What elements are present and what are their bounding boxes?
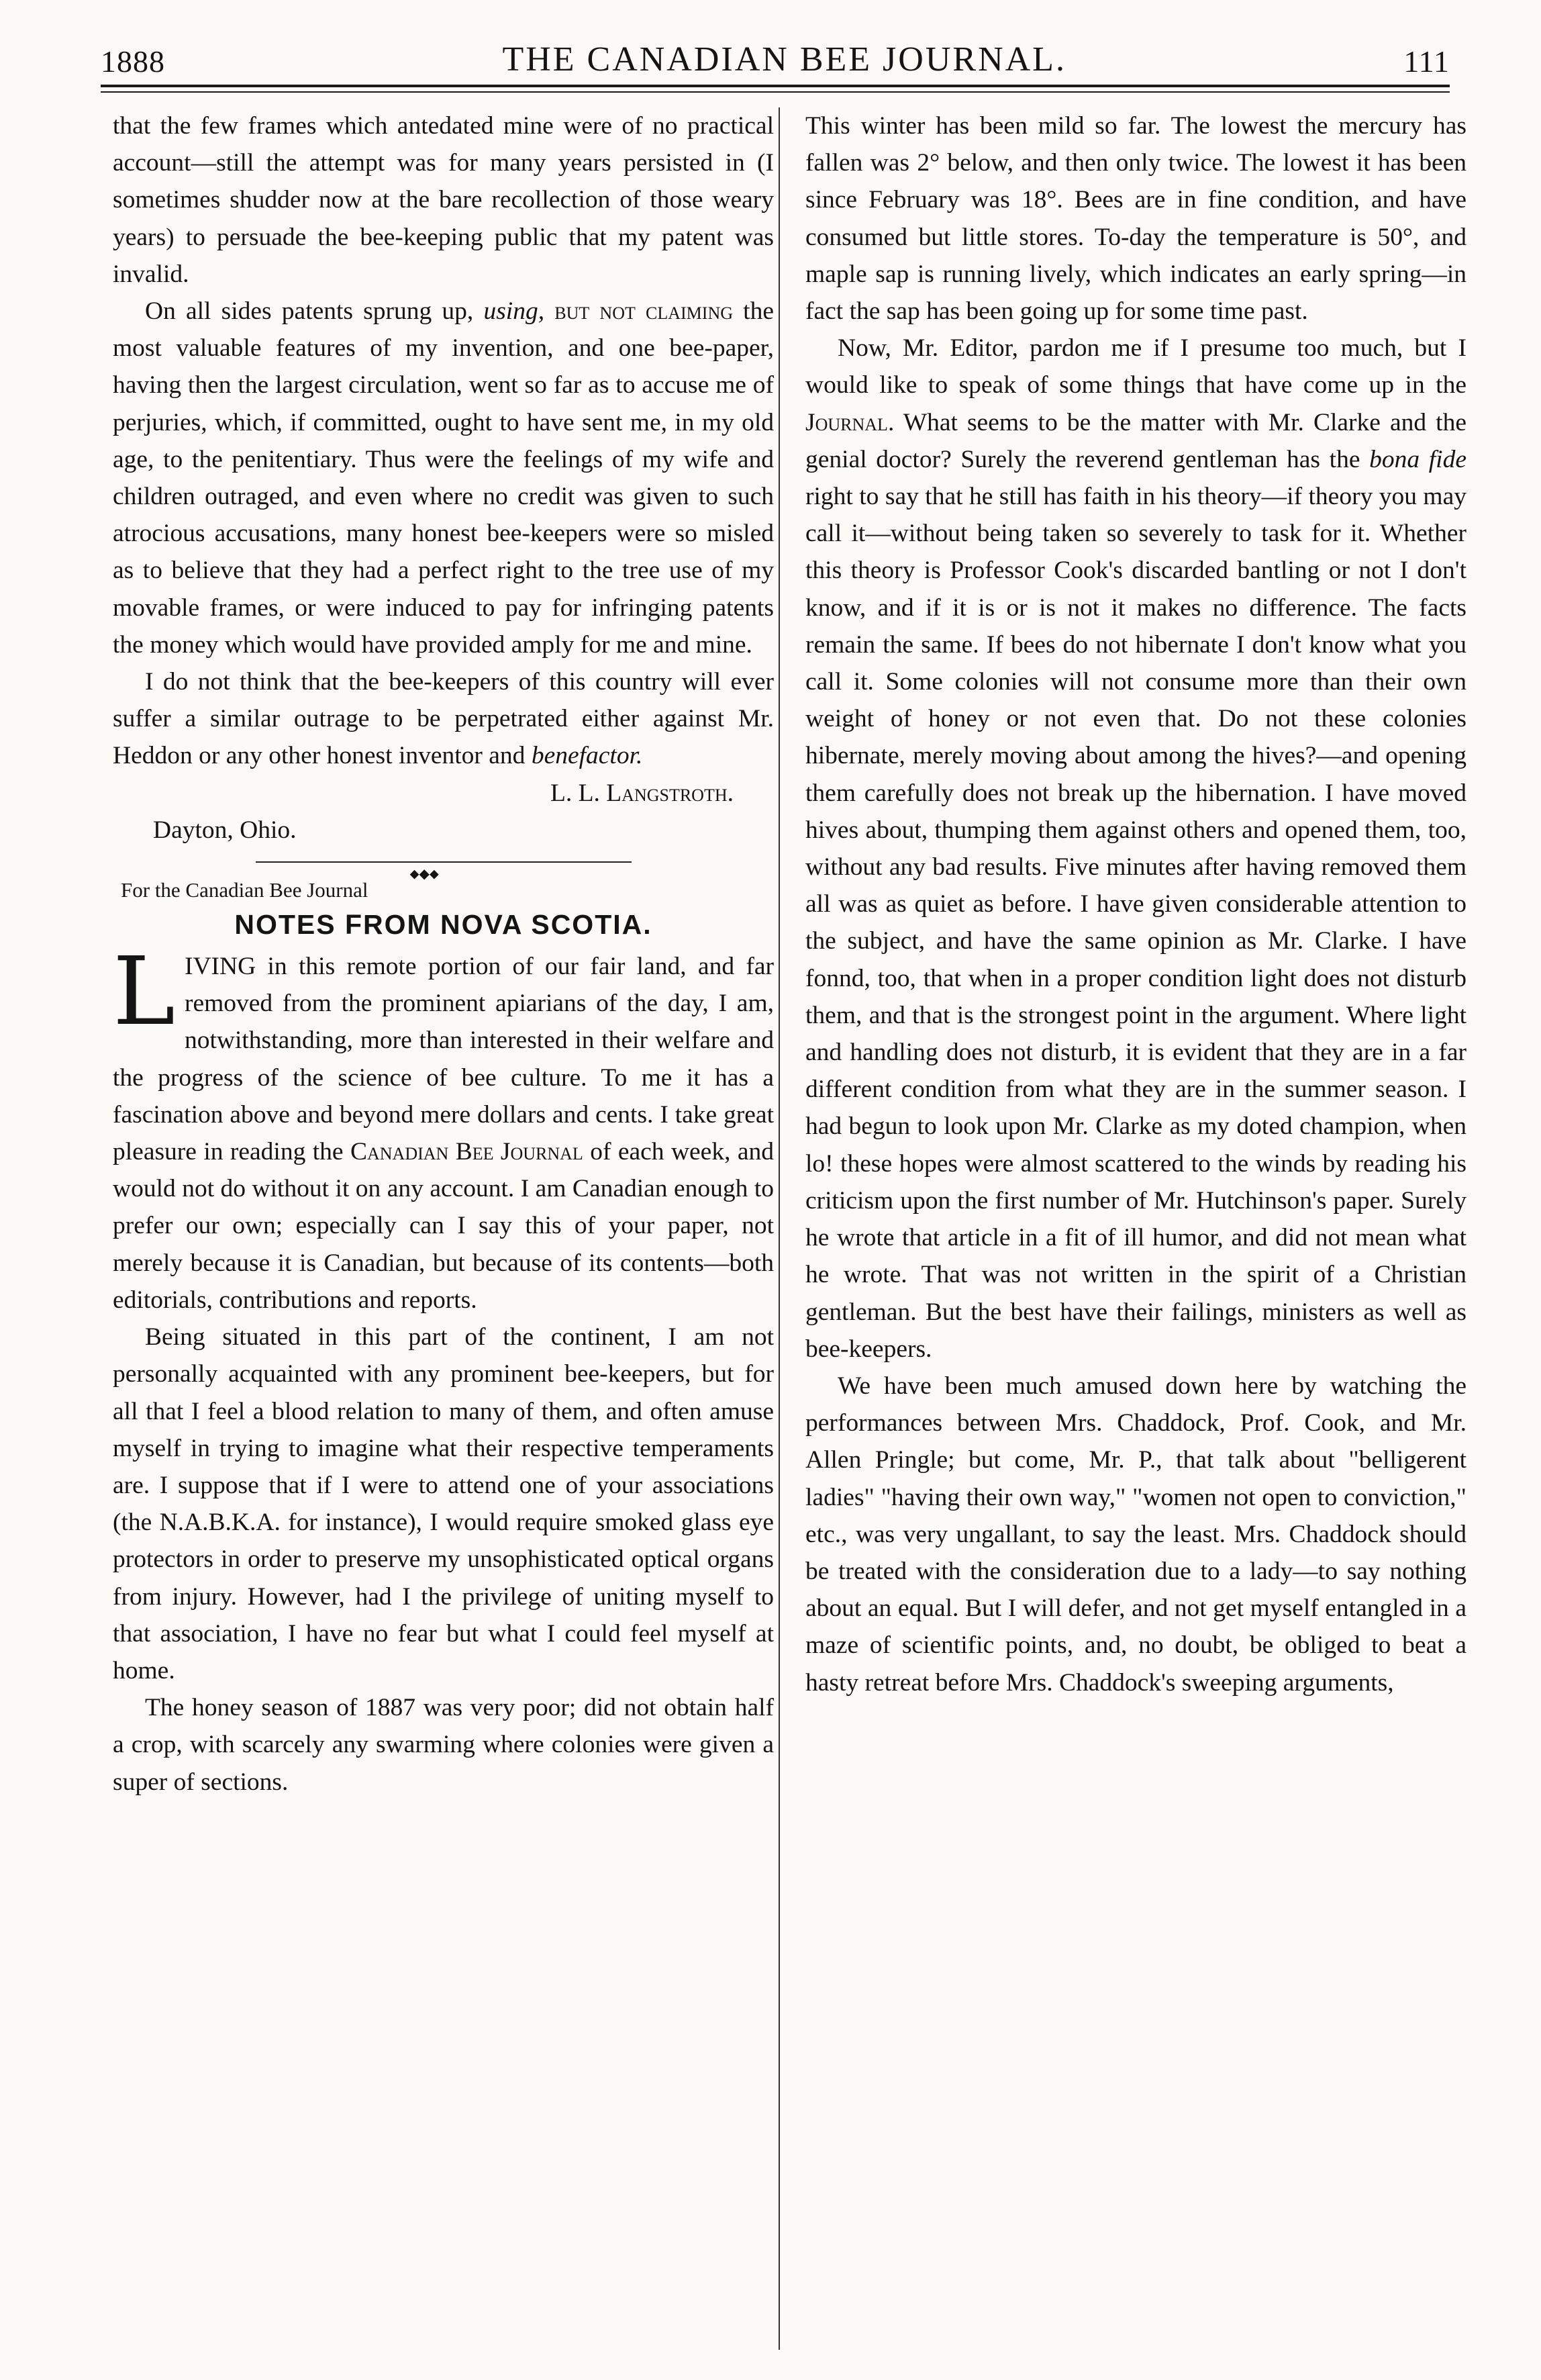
right-paragraph-1: This winter has been mild so far. The lowest the mercury has fallen was 2° below, and then only twice. The lowest it has been since February was 18°. Bees are in fine condition, and have consumed but little stores. To-day the temperature is 50°, and maple sap is running lively, which indicates an early spring—in fact the sap has been going up for some time past. <box>805 112 1467 326</box>
text-run-italic: bona fide <box>1369 445 1467 473</box>
text-run: On all sides patents sprung up, <box>145 297 484 326</box>
text-run: Now, Mr. Editor, pardon me if I presume too much, but I would like to speak of some things that have come up in the <box>805 334 1467 399</box>
right-column <box>805 107 1467 1701</box>
left-paragraph-6: The honey season of 1887 was very poor; did not obtain half a crop, with scarcely any swarming where colonies were given a super of sections. <box>113 1694 774 1796</box>
text-run-italic: using, <box>483 297 545 326</box>
header-rule-thin <box>101 91 1450 93</box>
text-run: of each week, and would not do without it on any account. I am Canadian enough to prefer our own; especially can I say this of your paper, not merely because it is Canadian, but because of its contents—both editorials, contributions and reports. <box>113 1138 775 1314</box>
text-run-smallcaps: IVING <box>184 953 256 981</box>
text-run: the most valuable features of my invention, and one bee-paper, having then the largest circulation, went so far as to accuse me of perjuries, which, if committed, ought to have sent me, in my old age, to the penitentiary. Thus were the feelings of my wife and children outraged, and even where no credit was given to such atrocious accusations, many honest bee-keepers were so misled as to believe that they had a perfect right to the tree use of my movable frames, or were induced to pay for infringing patents the money which would have provided amply for me and mine. <box>113 297 774 659</box>
left-paragraph-4 <box>113 937 775 1319</box>
text-run: I do not think that the bee-keepers of this country will ever suffer a similar outrage to be perpetrated either against Mr. Heddon or any other honest inventor and <box>113 668 774 770</box>
left-paragraph-5: Being situated in this part of the continent, I am not personally acquainted with any prominent bee-keepers, but for all that I feel a blood relation to many of them, and often amuse myself in trying to imagine what their respective temperaments are. I suppose that if I were to attend one of your associations (the N.A.B.K.A. for instance), I would require smoked glass eye protectors in order to preserve my unsophisticated optical organs from injury. However, had I the privilege of uniting myself to that association, I have no fear but what I could feel myself at home. <box>113 1323 774 1684</box>
page-header <box>101 32 1450 79</box>
left-column <box>113 107 774 1801</box>
right-paragraph-2 <box>805 330 1467 1368</box>
article-title: NOTES FROM NOVA SCOTIA. <box>234 909 652 941</box>
text-run: in this remote portion of our fair land, and far removed from the prominent apiarians of the day, I am, notwithstanding, more than interested in their welfare and the progress of the science of bee culture. To me it has a fascination above and beyond mere dollars and cents. I take great pleasure in reading the <box>113 953 774 1166</box>
journal-title: THE CANADIAN BEE JOURNAL. <box>502 40 1066 79</box>
right-paragraph-3: We have been much amused down here by watching the performances between Mrs. Chaddock, Prof. Cook, and Mr. Allen Pringle; but come, Mr. P., that talk about "belligerent ladies" "having their own way," "women not open to conviction," etc., was very ungallant, to say the least. Mrs. Chaddock should be treated with the consideration due to a lady—to say nothing about an equal. But I will defer, and not get myself entangled in a maze of scientific points, and, no doubt, be obliged to beat a hasty retreat before Mrs. Chaddock's sweeping arguments, <box>805 1372 1467 1697</box>
header-rule-thick <box>101 85 1450 87</box>
text-run-smallcaps: Canadian Bee Journal <box>350 1138 583 1166</box>
article-divider <box>113 849 774 882</box>
text-run-smallcaps: Journal <box>805 408 888 436</box>
page-number: 111 <box>1403 44 1450 79</box>
text-run-smallcaps: but not claiming <box>544 297 734 326</box>
left-paragraph-3 <box>113 663 774 775</box>
author-signature: L. L. Langstroth. <box>550 779 734 807</box>
author-place: Dayton, Ohio. <box>153 816 297 844</box>
drop-cap: L <box>113 937 175 1047</box>
text-run-italic: benefactor. <box>531 742 643 770</box>
left-paragraph-2 <box>113 293 774 663</box>
divider-ornament-icon: ⬥◆⬥ <box>409 867 439 882</box>
for-the-credit: For the Canadian Bee Journal <box>121 878 368 902</box>
header-year: 1888 <box>101 44 165 79</box>
text-run: right to say that he still has faith in his theory—if theory you may call it—without being taken so severely to task for it. Whether this theory is Professor Cook's discarded bantling or not I don't know, and if it is or is not it makes no difference. The facts remain the same. If bees do not hibernate I don't know what you call it. Some colonies will not consume more than their own weight of honey or not even that. Do not these colonies hibernate, merely moving about among the hives?—and opening them carefully does not break up the hibernation. I have moved hives about, thumping them against others and opened them, too, without any bad results. Five minutes after having removed them all was as quiet as before. I have given considerable attention to the subject, and have the same opinion as Mr. Clarke. I have fonnd, too, that when in a proper condition light does not disturb them, and that is the strongest point in the argument. Where light and handling does not disturb, it is evident that they are in a far different condition from what they are in the summer season. I had begun to look upon Mr. Clarke as my doted champion, when lo! these hopes were almost scattered to the winds by reading his criticism upon the first number of Mr. Hutchinson's paper. Surely he wrote that article in a fit of ill humor, and did not mean what he wrote. That was not written in the spirit of a Christian gentleman. But the best have their failings, ministers as well as bee-keepers. <box>805 483 1467 1363</box>
column-rule <box>779 107 780 2350</box>
left-paragraph-1: that the few frames which antedated mine were of no practical account—still the attempt was for many years persisted in (I sometimes shudder now at the bare recollection of those weary years) to persuade the bee-keeping public that my patent was invalid. <box>113 112 774 288</box>
divider-line <box>256 861 632 882</box>
text-run: . What seems to be the matter with Mr. Clarke and the genial doctor? Surely the reverend gentleman has the <box>805 408 1467 473</box>
